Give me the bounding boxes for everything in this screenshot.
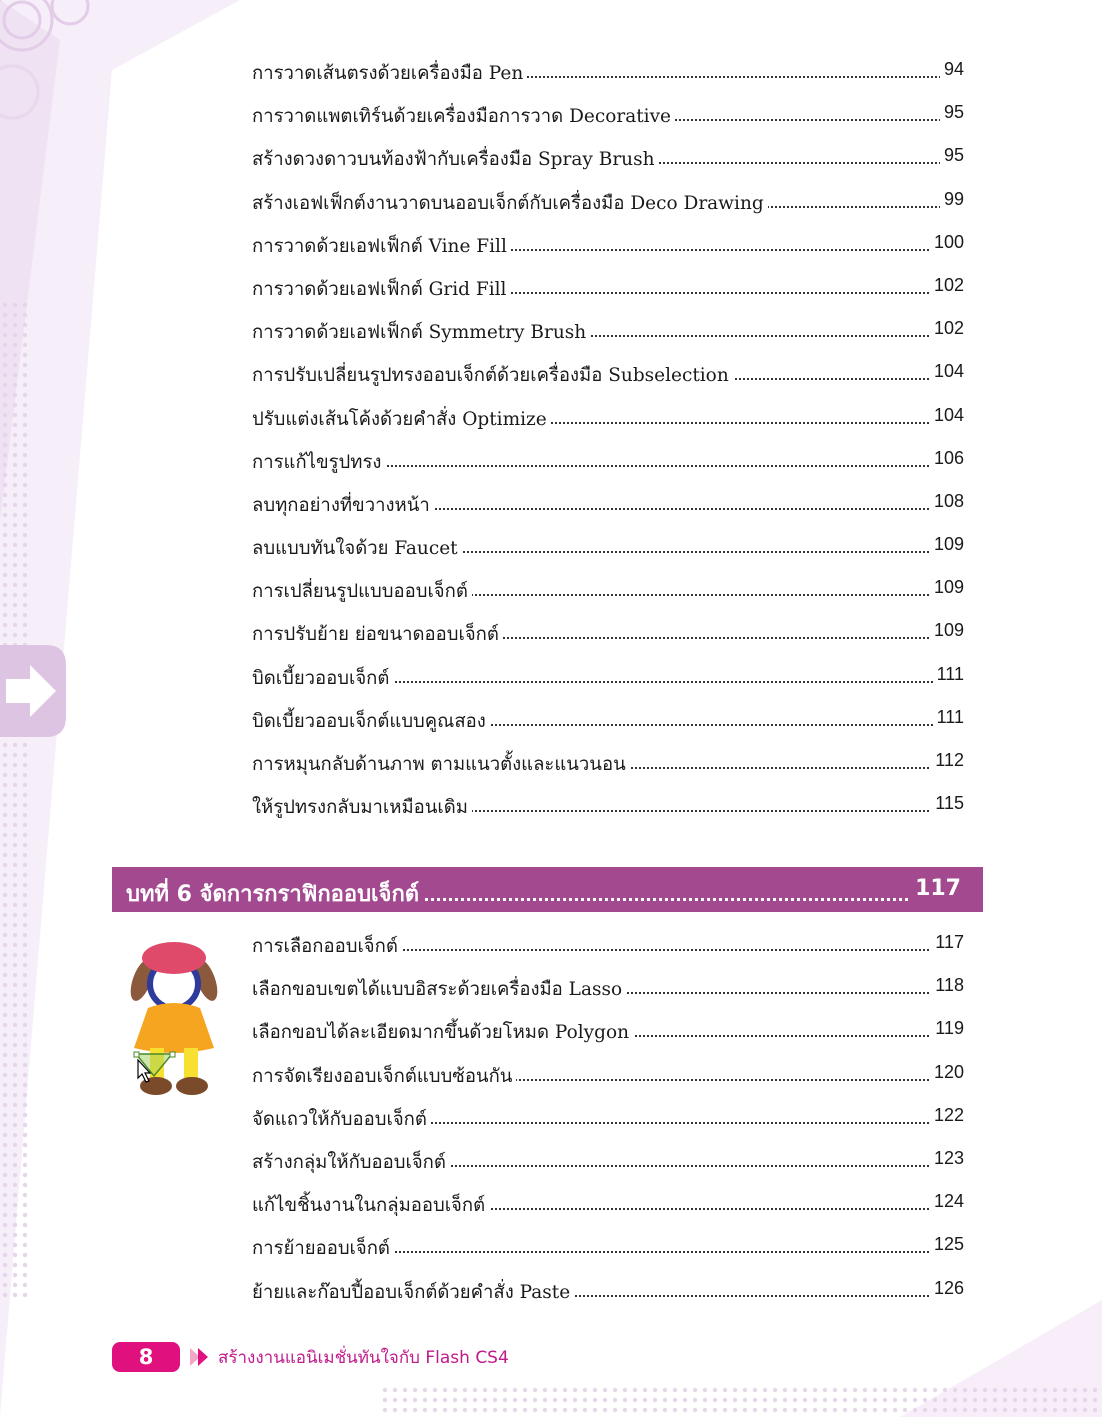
toc-entry-title: สร้างเอฟเฟ็กต์งานวาดบนออบเจ็กต์กับเครื่องมือ Deco Drawing: [252, 189, 768, 218]
toc-entry-title: เลือกขอบเขตได้แบบอิสระด้วยเครื่องมือ Lasso: [252, 975, 626, 1004]
toc-entry-page: 126: [930, 1278, 964, 1299]
toc-entry[interactable]: [252, 569, 964, 612]
mascot-illustration: [128, 940, 220, 1100]
toc-entry-title: แก้ไขชิ้นงานในกลุ่มออบเจ็กต์: [252, 1191, 489, 1220]
toc-entry-page: 117: [931, 932, 964, 953]
toc-entry-title: ให้รูปทรงกลับมาเหมือนเดิม: [252, 793, 472, 822]
toc-entry-title: การหมุนกลับด้านภาพ ตามแนวตั้งและแนวนอน: [252, 750, 630, 779]
toc-entry-page: 94: [940, 59, 964, 80]
toc-entry-page: 112: [931, 750, 964, 771]
toc-entry-title: การปรับเปลี่ยนรูปทรงออบเจ็กต์ด้วยเครื่องมือ Subselection: [252, 361, 733, 390]
toc-entry-page: 119: [931, 1018, 964, 1039]
side-arrow-tab-icon: [0, 645, 66, 737]
toc-entry-title: ลบแบบทันใจด้วย Faucet: [252, 534, 462, 563]
toc-entry[interactable]: [252, 267, 964, 310]
toc-entry-page: 109: [930, 620, 964, 641]
toc-entry[interactable]: [252, 1097, 964, 1140]
toc-entry-title: การเลือกออบเจ็กต์: [252, 932, 402, 961]
toc-entry-page: 104: [930, 361, 964, 382]
toc-entry-page: 102: [930, 275, 964, 296]
dot-pattern-left: [0, 300, 30, 1300]
toc-entry[interactable]: [252, 353, 964, 396]
toc-entry[interactable]: [252, 224, 964, 267]
toc-entry-page: 100: [930, 232, 964, 253]
toc-entry[interactable]: [252, 94, 964, 137]
toc-entry[interactable]: [252, 1010, 964, 1053]
toc-entry-page: 120: [930, 1062, 964, 1083]
toc-entry[interactable]: [252, 51, 964, 94]
toc-entry-title: บิดเบี้ยวออบเจ็กต์: [252, 664, 393, 693]
toc-entry[interactable]: [252, 397, 964, 440]
toc-entry-title: การจัดเรียงออบเจ็กต์แบบซ้อนกัน: [252, 1062, 516, 1091]
toc-entry-page: 111: [933, 707, 964, 728]
toc-entry[interactable]: [252, 310, 964, 353]
toc-entry-page: 99: [940, 189, 964, 210]
toc-entry-page: 108: [930, 491, 964, 512]
toc-entry[interactable]: [252, 656, 964, 699]
page-number-badge: 8: [112, 1342, 180, 1372]
toc-entry-title: การวาดด้วยเอฟเฟ็กต์ Vine Fill: [252, 232, 511, 261]
toc-entry-page: 104: [930, 405, 964, 426]
toc-entry-title: การวาดด้วยเอฟเฟ็กต์ Symmetry Brush: [252, 318, 590, 347]
toc-entry-title: การเปลี่ยนรูปแบบออบเจ็กต์: [252, 577, 472, 606]
toc-entry[interactable]: [252, 612, 964, 655]
chapter-title: บทที่ 6 จัดการกราฟิกออบเจ็กต์: [126, 876, 425, 911]
toc-entry[interactable]: [252, 924, 964, 967]
toc-entry-title: บิดเบี้ยวออบเจ็กต์แบบคูณสอง: [252, 707, 490, 736]
toc-entry-page: 123: [930, 1148, 964, 1169]
toc-list-section-b: [252, 924, 964, 1313]
toc-entry-page: 109: [930, 577, 964, 598]
chapter-page-number: 117: [909, 876, 961, 901]
toc-entry-page: 109: [930, 534, 964, 555]
toc-entry[interactable]: [252, 483, 964, 526]
toc-entry-title: เลือกขอบได้ละเอียดมากขึ้นด้วยโหมด Polygon: [252, 1018, 633, 1047]
toc-entry[interactable]: [252, 137, 964, 180]
toc-entry-title: ลบทุกอย่างที่ขวางหน้า: [252, 491, 434, 520]
toc-entry[interactable]: [252, 1270, 964, 1313]
toc-entry-title: สร้างดวงดาวบนท้องฟ้ากับเครื่องมือ Spray Brush: [252, 145, 658, 174]
toc-entry-title: การวาดด้วยเอฟเฟ็กต์ Grid Fill: [252, 275, 510, 304]
toc-entry-title: การปรับย้าย ย่อขนาดออบเจ็กต์: [252, 620, 503, 649]
toc-entry[interactable]: [252, 742, 964, 785]
toc-entry[interactable]: [252, 526, 964, 569]
toc-entry-title: ปรับแต่งเส้นโค้งด้วยคำสั่ง Optimize: [252, 405, 551, 434]
toc-entry-page: 122: [930, 1105, 964, 1126]
toc-entry[interactable]: [252, 785, 964, 828]
toc-entry-page: 102: [930, 318, 964, 339]
toc-list-section-a: [252, 51, 964, 828]
toc-entry[interactable]: [252, 1226, 964, 1269]
footer-book-title: สร้างงานแอนิเมชั่นทันใจกับ Flash CS4: [218, 1348, 509, 1368]
toc-entry-page: 115: [931, 793, 964, 814]
toc-entry-title: การวาดแพตเทิร์นด้วยเครื่องมือการวาด Decorative: [252, 102, 675, 131]
toc-entry[interactable]: [252, 1054, 964, 1097]
toc-entry-page: 111: [933, 664, 964, 685]
toc-entry-page: 125: [930, 1234, 964, 1255]
chapter-6-header[interactable]: [112, 867, 983, 912]
toc-entry-title: การแก้ไขรูปทรง: [252, 448, 385, 477]
toc-entry-page: 95: [940, 102, 964, 123]
toc-entry-title: ย้ายและก๊อบปี้ออบเจ็กต์ด้วยคำสั่ง Paste: [252, 1278, 574, 1307]
toc-entry-title: การย้ายออบเจ็กต์: [252, 1234, 394, 1263]
toc-entry-page: 95: [940, 145, 964, 166]
toc-entry[interactable]: [252, 181, 964, 224]
toc-entry[interactable]: [252, 967, 964, 1010]
chevron-right-icon: [190, 1346, 212, 1368]
toc-entry-page: 106: [930, 448, 964, 469]
toc-entry-page: 118: [931, 975, 964, 996]
toc-entry-page: 124: [930, 1191, 964, 1212]
toc-entry[interactable]: [252, 440, 964, 483]
toc-entry-title: สร้างกลุ่มให้กับออบเจ็กต์: [252, 1148, 450, 1177]
toc-entry-title: การวาดเส้นตรงด้วยเครื่องมือ Pen: [252, 59, 527, 88]
dot-pattern-bottom: [380, 1385, 1102, 1417]
toc-entry[interactable]: [252, 699, 964, 742]
toc-entry[interactable]: [252, 1140, 964, 1183]
toc-entry-title: จัดแถวให้กับออบเจ็กต์: [252, 1105, 431, 1134]
toc-entry[interactable]: [252, 1183, 964, 1226]
